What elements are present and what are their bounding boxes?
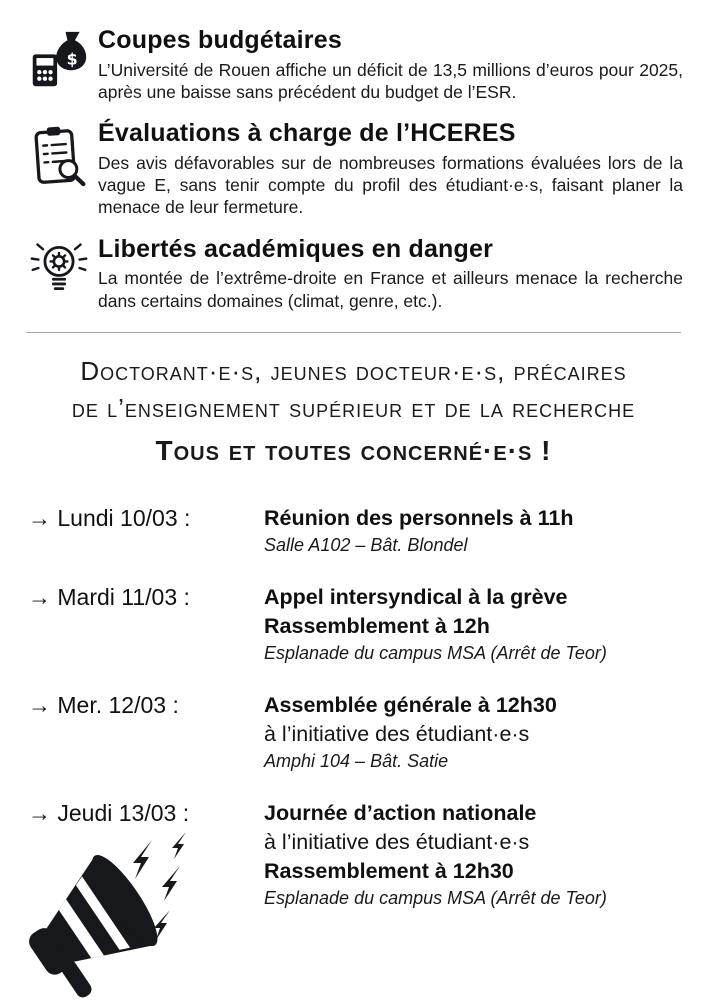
banner-line-2: de l’enseignement supérieur et de la recherche: [71, 393, 636, 424]
schedule-row-monday: [28, 504, 683, 558]
event-subtitle: à l’initiative des étudiant·e·s: [264, 830, 530, 855]
event-title: Rassemblement à 12h: [264, 613, 490, 638]
event-title: Réunion des personnels à 11h: [264, 505, 574, 530]
event-location: Esplanade du campus MSA (Arrêt de Teor): [264, 888, 607, 909]
section-body: Des avis défavorables sur de nombreuses formations évaluées lors de la vague E, sans tenir compte du profil des étudiant·e·s, faisant planer la menace de leur fermeture.: [98, 152, 683, 218]
clipboard-checklist-magnifier-icon: [24, 119, 94, 218]
megaphone-icon: [10, 826, 200, 998]
info-section-budget: [24, 26, 683, 103]
event-subtitle: à l’initiative des étudiant·e·s: [264, 722, 530, 747]
event-location: Esplanade du campus MSA (Arrêt de Teor): [264, 642, 607, 663]
event-title: Journée d’action nationale: [264, 801, 537, 826]
schedule-row-wednesday: [28, 691, 683, 774]
event-date: → Jeudi 13/03 :: [28, 800, 190, 827]
event-title: Rassemblement à 12h30: [264, 859, 514, 884]
event-title: Appel intersyndical à la grève: [264, 584, 568, 609]
event-details: [264, 691, 683, 774]
event-details: [264, 799, 683, 911]
event-location: Salle A102 – Bât. Blondel: [264, 534, 468, 555]
section-title: Libertés académiques en danger: [98, 234, 494, 263]
money-bag-calculator-icon: [24, 26, 94, 103]
section-title: Coupes budgétaires: [98, 26, 342, 54]
info-section-libertes: [24, 235, 683, 312]
schedule-row-tuesday: [28, 583, 683, 666]
section-divider: [26, 332, 681, 333]
banner-line-3: Tous et toutes concerné·e·s !: [155, 435, 552, 467]
event-title: Assemblée générale à 12h30: [264, 693, 557, 718]
event-location: Amphi 104 – Bât. Satie: [264, 751, 449, 772]
audience-banner: [24, 353, 683, 472]
event-details: [264, 583, 683, 666]
info-section-evaluations: [24, 119, 683, 218]
event-date: → Mardi 11/03 :: [28, 583, 190, 610]
section-title: Évaluations à charge de l’HCERES: [98, 119, 516, 148]
banner-line-1: Doctorant·e·s, jeunes docteur·e·s, précaires: [80, 355, 627, 386]
section-text: [94, 26, 683, 103]
section-text: [94, 235, 683, 312]
section-body: L’Université de Rouen affiche un déficit de 13,5 millions d’euros pour 2025, après une baisse sans précédent du budget de l’ESR.: [98, 59, 683, 102]
event-date: → Mer. 12/03 :: [28, 692, 179, 719]
lightbulb-gear-icon: [24, 235, 94, 312]
section-text: [94, 119, 683, 218]
svg-text:$: $: [66, 49, 78, 69]
section-body: La montée de l’extrême-droite en France et ailleurs menace la recherche dans certains domaines (climat, genre, etc.).: [98, 268, 683, 311]
event-date: → Lundi 10/03 :: [28, 504, 191, 531]
event-details: [264, 504, 683, 558]
